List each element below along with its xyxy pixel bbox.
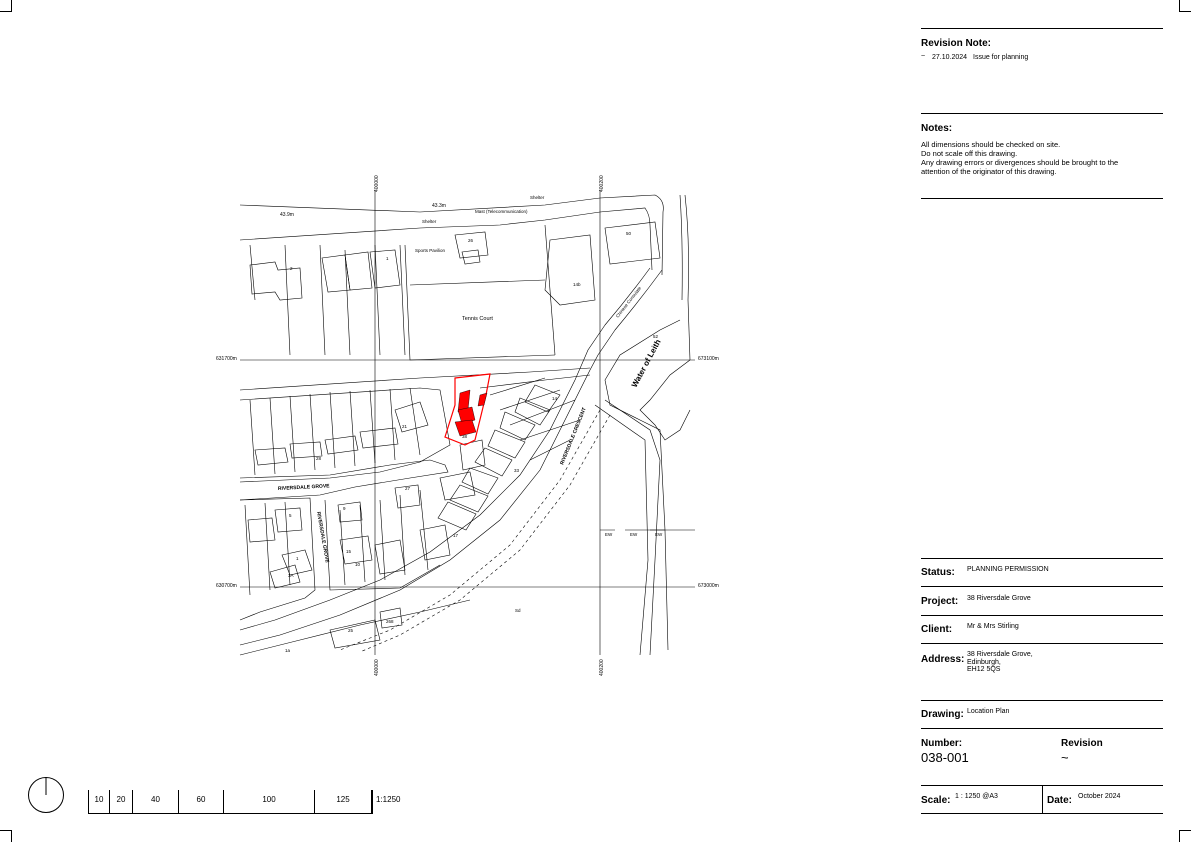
house-number: 50 (626, 231, 632, 236)
map-annotation: EW (655, 532, 663, 537)
house-number: 1 (386, 256, 389, 261)
grid-label-bottom-2: 400200 (599, 659, 605, 676)
house-number: 3A (288, 573, 294, 578)
crop-mark-br-h (1179, 830, 1191, 831)
map-annotation: Sd (515, 608, 521, 613)
address-line: EH12 5QS (967, 666, 1001, 673)
revision-entry-rev: ~ (921, 53, 926, 60)
project-label: Project: (921, 596, 959, 607)
house-number: 10 (355, 562, 361, 567)
riversdale-crescent-label: RIVERSDALE CRESCENT (559, 406, 588, 466)
note-line: Any drawing errors or divergences should be brought to the (921, 158, 1119, 167)
note-line: All dimensions should be checked on site. (921, 140, 1061, 149)
house-number: 52 (653, 334, 659, 339)
water-of-leith-label: Water of Leith (629, 337, 663, 389)
north-arrow-icon (27, 776, 65, 814)
level-label-1: 43.3m (432, 203, 446, 209)
divider (921, 113, 1163, 114)
house-number: 1a (285, 648, 291, 653)
scale-tick: 10 (89, 790, 110, 813)
tennis-court-label: Tennis Court (462, 316, 493, 322)
sports-pavilion-label: Sports Pavilion (415, 248, 446, 253)
address-label: Address: (921, 654, 965, 665)
notes-body (921, 140, 1118, 176)
level-label-2: 43.9m (280, 212, 294, 218)
house-number: 26 (468, 238, 474, 243)
house-number: 14 (552, 396, 558, 401)
scale-tick: 100 (224, 790, 315, 813)
date-label: Date: (1047, 795, 1073, 806)
house-number: 21 (402, 424, 408, 429)
house-number: 25 (348, 628, 354, 633)
house-number: 28 (316, 456, 322, 461)
address-line: Edinburgh, (967, 658, 1001, 666)
drawing-value: Location Plan (967, 708, 1010, 715)
revision-entry-date: 27.10.2024 (932, 54, 968, 61)
divider (921, 558, 1163, 559)
house-number: 1 (296, 556, 299, 561)
house-number: 33 (514, 468, 520, 473)
scale-tick: 40 (133, 790, 179, 813)
date-value: October 2024 (1078, 793, 1121, 800)
riversdale-grove-vertical-label: RIVERSDALE GROVE (315, 511, 330, 564)
client-label: Client: (921, 624, 953, 635)
house-number: 14b (573, 282, 581, 287)
mast-label: Mast (Telecommunication) (475, 209, 528, 214)
crop-mark-tr-h (1179, 11, 1191, 12)
grid-label-top-2: 400200 (599, 175, 605, 192)
shelter-label: Shelter (422, 219, 437, 224)
site-number-label: 38 (462, 434, 468, 439)
house-number: 17 (453, 533, 459, 538)
riversdale-grove-label: RIVERSDALE GROVE (277, 483, 330, 492)
grid-label-right-1: 673100m (698, 356, 719, 362)
divider (921, 198, 1163, 199)
house-number: 2 (290, 266, 293, 271)
scale-ratio: 1:1250 (376, 795, 401, 804)
project-value: 38 Riversdale Grove (967, 595, 1031, 602)
divider (921, 728, 1163, 729)
address-line: 38 Riversdale Grove, (967, 651, 1033, 658)
grid-label-left-1: 631700m (216, 356, 237, 362)
house-number: 9 (343, 506, 346, 511)
scale-tick: 125 (315, 790, 372, 813)
number-value: 038-001 (921, 750, 969, 765)
scale-tick: 20 (110, 790, 133, 813)
divider (921, 586, 1163, 587)
number-label: Number: (921, 738, 963, 749)
scale-tick: 60 (179, 790, 224, 813)
revision-value: ~ (1061, 750, 1069, 765)
grid-label-bottom-1: 400000 (374, 659, 380, 676)
status-label: Status: (921, 567, 955, 578)
revision-note-heading: Revision Note: (921, 38, 992, 49)
scale-bar (88, 790, 373, 814)
divider (921, 615, 1163, 616)
status-value: PLANNING PERMISSION (967, 566, 1049, 573)
house-number: 268 (386, 619, 394, 624)
grid-label-top-1: 400000 (374, 175, 380, 192)
map-annotation: EW (605, 532, 613, 537)
scale-value: 1 : 1250 @A3 (955, 793, 998, 800)
divider (921, 643, 1163, 644)
chinese-consulate-label: Chinese Consulate (614, 285, 643, 319)
divider (921, 813, 1163, 814)
divider (921, 700, 1163, 701)
shelter-label-2: Shelter (530, 195, 545, 200)
title-block-divider-vertical (1042, 786, 1043, 813)
divider (921, 28, 1163, 29)
scale-label: Scale: (921, 795, 951, 806)
house-number: 27 (405, 486, 411, 491)
house-number: 5 (289, 513, 292, 518)
note-line: Do not scale off this drawing. (921, 149, 1018, 158)
drawing-label: Drawing: (921, 709, 964, 720)
note-line: attention of the originator of this drawing. (921, 167, 1057, 176)
revision-label: Revision (1061, 738, 1103, 749)
address-value (967, 651, 1033, 674)
revision-entry-description: Issue for planning (973, 54, 1029, 61)
client-value: Mr & Mrs Stirling (967, 623, 1019, 630)
site-boundary (445, 374, 490, 445)
crop-mark-br-v (1179, 830, 1180, 842)
grid-label-right-2: 673000m (698, 583, 719, 589)
house-number: 15 (346, 549, 352, 554)
map-annotation: EW (630, 532, 638, 537)
notes-heading: Notes: (921, 123, 953, 134)
grid-label-left-2: 630700m (216, 583, 237, 589)
